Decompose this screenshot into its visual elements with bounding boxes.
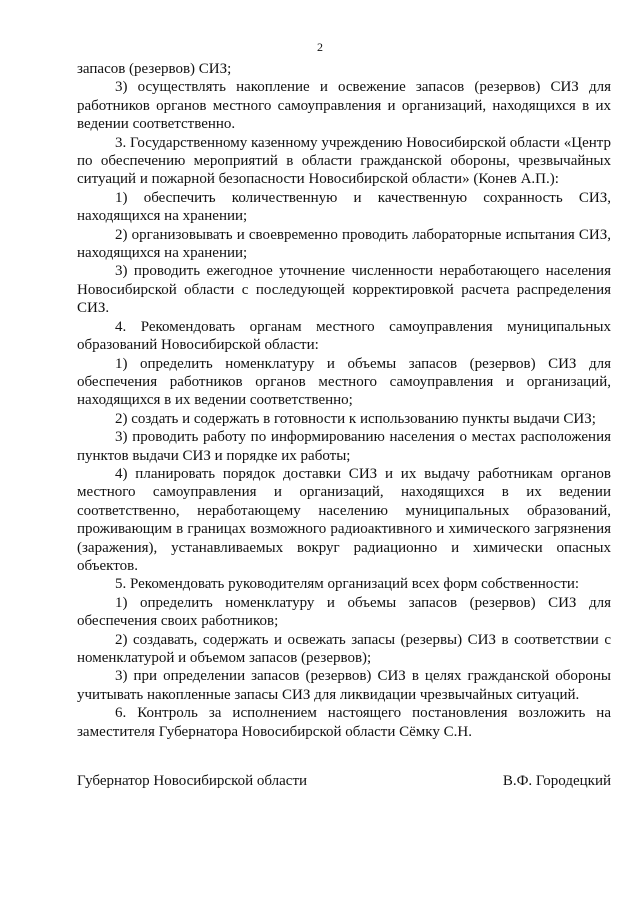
paragraph: 2) создавать, содержать и освежать запасы (резервы) СИЗ в соответствии с номенклатурой и объемом запасов (резервов); [77,631,611,666]
paragraph: 3) проводить работу по информированию населения о местах расположения пунктов выдачи СИЗ и порядке их работы; [77,429,611,464]
paragraph: запасов (резервов) СИЗ; [77,61,232,77]
paragraph: 1) определить номенклатуру и объемы запасов (резервов) СИЗ для обеспечения своих работников; [77,594,611,630]
paragraph: 3) при определении запасов (резервов) СИЗ в целях гражданской обороны учитывать накопленные запасы СИЗ для ликвидации чрезвычайных ситуаций. [77,668,611,703]
signatory-position: Губернатор Новосибирской области [77,773,308,789]
paragraph: 2) организовывать и своевременно проводить лабораторные испытания СИЗ, находящихся на хранении; [77,226,611,262]
paragraph: 1) обеспечить количественную и качественную сохранность СИЗ, находящихся на хранении; [77,189,611,225]
paragraph: 3. Государственному казенному учреждению Новосибирской области «Центр по обеспечению мероприятий в области гражданской обороны, чрезвычайных ситуаций и пожарной безопасности Новосибирской области» (Конев А.П.): [77,134,611,188]
signatory-name: В.Ф. Городецкий [502,773,611,789]
document-body [77,60,611,741]
paragraph: 2) создать и содержать в готовности к использованию пункты выдачи СИЗ; [115,410,596,427]
paragraph: 4. Рекомендовать органам местного самоуправления муниципальных образований Новосибирской области: [77,318,611,354]
paragraph: 4) планировать порядок доставки СИЗ и их выдачу работникам органов местного самоуправления и организаций, находящихся в их ведении соответственно, неработающему населению муниципальных образований, проживающим в границах возможного радиоактивного и химического загрязнения (заражения), устанавливаемых вокруг радиационно и химически опасных объектов. [77,465,611,574]
paragraph: 5. Рекомендовать руководителям организаций всех форм собственности: [115,576,580,593]
paragraph: 1) определить номенклатуру и объемы запасов (резервов) СИЗ для обеспечения работников органов местного самоуправления и организаций, находящихся в их ведении соответственно; [77,355,611,409]
page-number: 2 [317,40,323,54]
paragraph: 3) осуществлять накопление и освежение запасов (резервов) СИЗ для работников органов местного самоуправления и организаций, находящихся в их ведении соответственно. [77,79,611,133]
paragraph: 6. Контроль за исполнением настоящего постановления возложить на заместителя Губернатора Новосибирской области Сёмку С.Н. [77,705,611,740]
paragraph: 3) проводить ежегодное уточнение численности неработающего населения Новосибирской области с последующей корректировкой расчета распределения СИЗ. [77,263,611,317]
